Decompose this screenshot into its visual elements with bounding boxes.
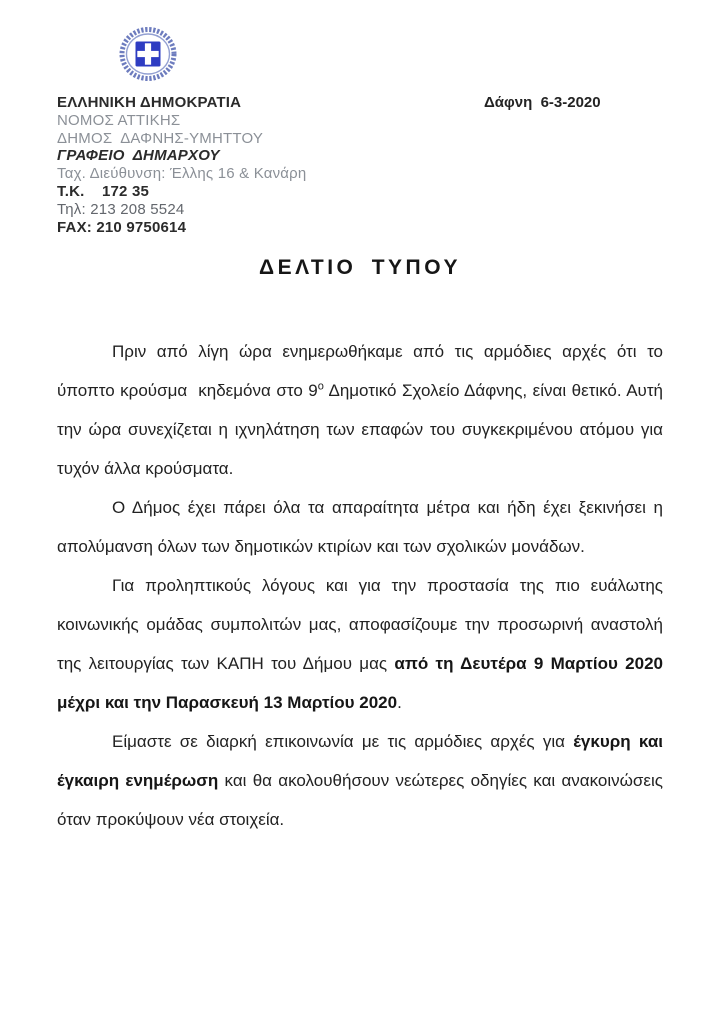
letterhead-line: Τηλ: 213 208 5524 <box>57 200 185 218</box>
cross-horizontal-bar <box>137 51 158 57</box>
document-title: ΔΕΛΤΙΟ ΤΥΠΟΥ <box>259 256 461 279</box>
place-date: Δάφνη 6-3-2020 <box>484 94 601 111</box>
letterhead-line: ΝΟΜΟΣ ΑΤΤΙΚΗΣ <box>57 111 181 129</box>
body-text: Είμαστε σε διαρκή επικοινωνία με τις αρμόδιες αρχές για <box>112 732 574 751</box>
paragraph <box>57 566 663 722</box>
paragraph <box>57 332 663 488</box>
hellenic-coat-of-arms-emblem <box>117 25 179 83</box>
letterhead-line: Τ.Κ. 172 35 <box>57 182 150 200</box>
letterhead-line: Ταχ. Διεύθυνση: Έλλης 16 & Κανάρη <box>57 165 307 183</box>
superscript-text: ο <box>317 380 324 393</box>
body-text: και θα ακολουθήσουν νεώτερες οδηγίες και ανακοινώσεις όταν προκύψουν νέα στοιχεία. <box>57 771 663 829</box>
paragraph <box>57 488 663 566</box>
letterhead-line: ΓΡΑΦΕΙΟ ΔΗΜΑΡΧΟΥ <box>57 147 220 165</box>
emphasized-text: από τη Δευτέρα 9 Μαρτίου 2020 μέχρι και την Παρασκευή 13 Μαρτίου 2020 <box>57 654 663 712</box>
letterhead-line: ΔΗΜΟΣ ΔΑΦΝΗΣ-ΥΜΗΤΤΟΥ <box>57 129 264 147</box>
letterhead-line: ΕΛΛΗΝΙΚΗ ΔΗΜΟΚΡΑΤΙΑ <box>57 94 242 111</box>
press-body <box>57 332 663 839</box>
body-text: Δημοτικό Σχολείο Δάφνης, είναι θετικό. Αυτή την ώρα συνεχίζεται η ιχνηλάτηση των επαφών του συγκεκριμένου ατόμου για τυχόν άλλα κρούσματα. <box>57 381 663 478</box>
letterhead-line: FAX: 210 9750614 <box>57 218 187 236</box>
letterhead <box>57 94 306 236</box>
body-text: Πριν από λίγη ώρα ενημερωθήκαμε από τις αρμόδιες αρχές ότι το ύποπτο κρούσμα κηδεμόνα στο 9 <box>57 342 663 400</box>
body-text: . <box>397 693 402 712</box>
emphasized-text: έγκυρη και έγκαιρη ενημέρωση <box>57 732 663 790</box>
paragraph <box>57 722 663 839</box>
body-text: Ο Δήμος έχει πάρει όλα τα απαραίτητα μέτρα και ήδη έχει ξεκινήσει η απολύμανση όλων των δημοτικών κτιρίων και των σχολικών μονάδων. <box>57 498 663 556</box>
body-text: Για προληπτικούς λόγους και για την προστασία της πιο ευάλωτης κοινωνικής ομάδας συμπολιτών μας, αποφασίζουμε την προσωρινή αναστολή της λειτουργίας των ΚΑΠΗ του Δήμου μας <box>57 576 663 673</box>
